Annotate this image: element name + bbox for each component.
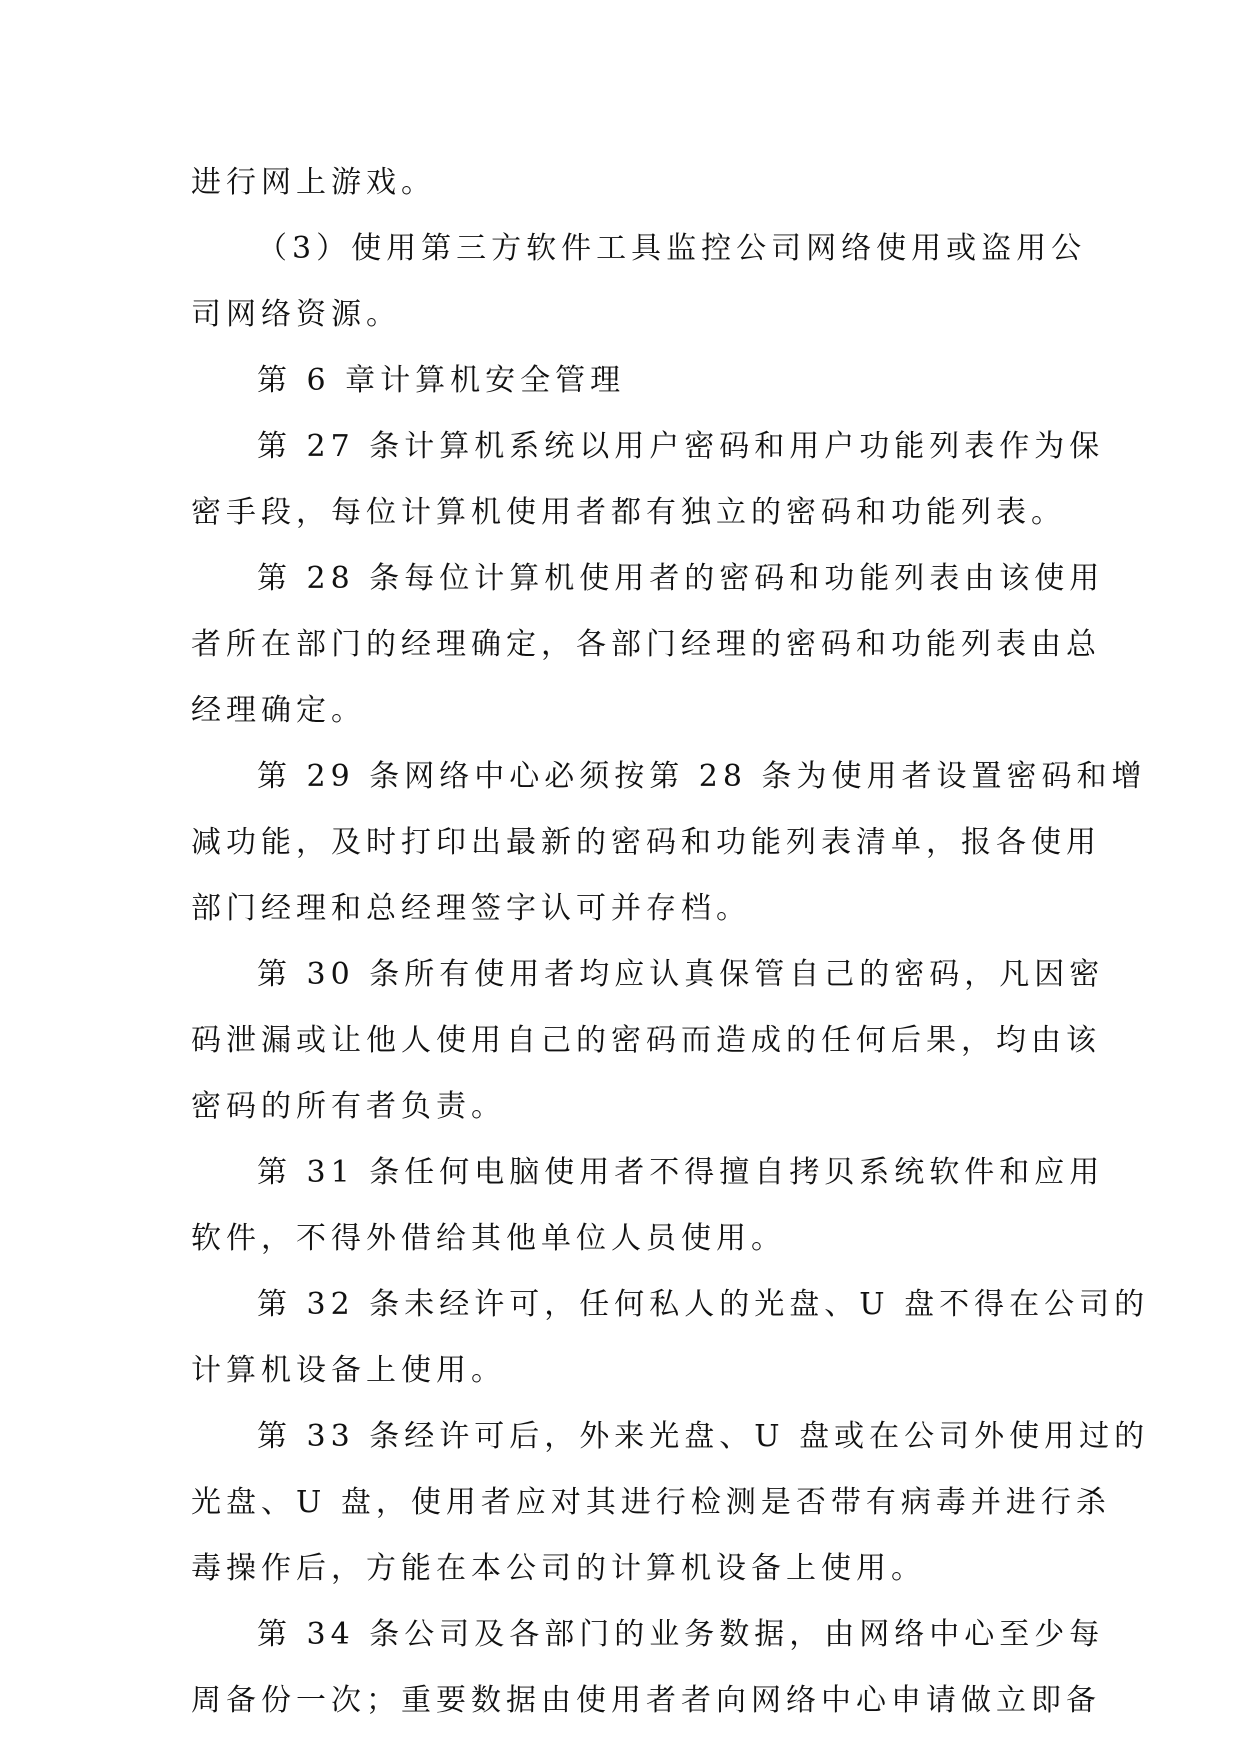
article-28-line-1: 第 28 条每位计算机使用者的密码和功能列表由该使用: [257, 561, 1105, 596]
article-33-line-2: 光盘、U 盘，使用者应对其进行检测是否带有病毒并进行杀: [191, 1485, 1111, 1520]
article-31-line-1: 第 31 条任何电脑使用者不得擅自拷贝系统软件和应用: [257, 1155, 1105, 1190]
article-32-line-1: 第 32 条未经许可，任何私人的光盘、U 盘不得在公司的: [257, 1287, 1150, 1322]
article-31-line-2: 软件，不得外借给其他单位人员使用。: [191, 1221, 786, 1256]
article-28-line-2: 者所在部门的经理确定，各部门经理的密码和功能列表由总: [191, 627, 1101, 662]
article-27-line-1: 第 27 条计算机系统以用户密码和用户功能列表作为保: [257, 429, 1105, 464]
article-29-line-3: 部门经理和总经理签字认可并存档。: [191, 891, 751, 926]
article-34-line-2: 周备份一次；重要数据由使用者者向网络中心申请做立即备: [191, 1683, 1101, 1718]
text-line: 司网络资源。: [191, 297, 401, 332]
chapter-heading: 第 6 章计算机安全管理: [257, 363, 626, 398]
article-28-line-3: 经理确定。: [191, 693, 366, 728]
article-33-line-3: 毒操作后，方能在本公司的计算机设备上使用。: [191, 1551, 926, 1586]
article-29-line-2: 减功能，及时打印出最新的密码和功能列表清单，报各使用: [191, 825, 1101, 860]
article-33-line-1: 第 33 条经许可后，外来光盘、U 盘或在公司外使用过的: [257, 1419, 1150, 1454]
text-line: 进行网上游戏。: [191, 165, 436, 200]
text-line: （3）使用第三方软件工具监控公司网络使用或盗用公: [257, 231, 1087, 266]
article-30-line-1: 第 30 条所有使用者均应认真保管自己的密码，凡因密: [257, 957, 1105, 992]
article-29-line-1: 第 29 条网络中心必须按第 28 条为使用者设置密码和增: [257, 759, 1147, 794]
document-body: [191, 150, 1150, 1734]
article-34-line-1: 第 34 条公司及各部门的业务数据，由网络中心至少每: [257, 1617, 1105, 1652]
article-27-line-2: 密手段，每位计算机使用者都有独立的密码和功能列表。: [191, 495, 1066, 530]
article-30-line-3: 密码的所有者负责。: [191, 1089, 506, 1124]
article-32-line-2: 计算机设备上使用。: [191, 1353, 506, 1388]
article-30-line-2: 码泄漏或让他人使用自己的密码而造成的任何后果，均由该: [191, 1023, 1101, 1058]
